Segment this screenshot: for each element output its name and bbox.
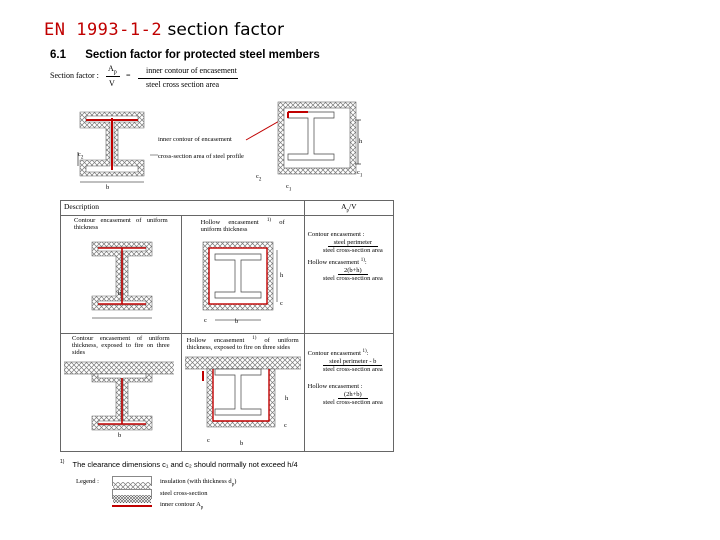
section-number: 6.1 — [50, 49, 66, 61]
title-rest: section factor — [167, 20, 284, 40]
section-title: Section factor for protected steel members — [85, 49, 320, 61]
footnote: $^{1)}$ The clearance dimensions c₁ and c₂ should normally not exceed h/4 — [60, 459, 298, 469]
row1-hollow-fraction: 2(b+h) steel cross-section area — [322, 267, 383, 283]
row1-ratio-cell — [304, 216, 393, 334]
row1-desc-left: Contour encasement of uniform thickness — [74, 217, 168, 231]
formula-equals: = — [126, 71, 131, 80]
row2-contour-label: Contour encasement $^{1)}$: — [307, 349, 369, 358]
section-heading — [50, 49, 320, 61]
row2-dim-h: h — [285, 395, 289, 402]
formula-fraction-bar — [106, 76, 120, 77]
legend-steel: steel cross-section — [160, 490, 208, 497]
top-fig-dim-c2: $c_2$ — [78, 151, 84, 161]
legend-steel-swatch — [112, 489, 152, 499]
row2-desc-left: Contour encasement of uniform thickness, exposed to fire on three sides — [72, 335, 170, 356]
title-code: EN 1993-1-2 — [44, 20, 163, 40]
row2-dim-c2: c — [207, 437, 210, 444]
formula-text-bar — [138, 78, 238, 79]
row2-desc-mid: Hollow encasement $^{1)}$ of uniform thickness, exposed to fire on three sides — [186, 336, 299, 352]
legend-label: Legend : — [76, 478, 99, 485]
callout-cross-section: cross-section area of steel profile — [158, 153, 244, 160]
row2-desc-mid-cell — [181, 334, 304, 452]
row2-hollow-label: Hollow encasement : — [307, 383, 363, 391]
row1-hollow-label: Hollow encasement $^{1)}$: — [307, 258, 367, 267]
row1-dim-c2: c — [204, 317, 207, 324]
top-right-dim-c1-bottom: $c_1$ — [286, 183, 292, 193]
row1-mid-box-figure — [185, 236, 295, 331]
legend-insulation: insulation (with thickness $d_p$) — [160, 478, 237, 488]
row1-desc-mid: Hollow encasement $^{1)}$ of uniform thickness — [200, 218, 285, 234]
row2-left-beam-figure — [64, 360, 174, 440]
top-right-dim-c1: $c_1$ — [357, 169, 363, 179]
legend-contour-swatch — [112, 505, 152, 507]
page-title — [44, 20, 284, 40]
callout-inner-contour: inner contour of encasement — [158, 136, 232, 143]
row2-contour-fraction: steel perimeter - b steel cross-section area — [322, 358, 383, 374]
row1-desc-left-cell — [61, 216, 182, 334]
formula-numerator: $A_p$ — [108, 64, 117, 76]
row2-dim-c1: c — [284, 422, 287, 429]
formula-denominator: V — [109, 79, 115, 88]
table-row — [61, 216, 394, 334]
row1-contour-label: Contour encasement : — [307, 231, 365, 238]
row2-ratio-cell — [304, 334, 393, 452]
row1-left-dim-b: b — [118, 290, 122, 297]
row1-left-beam-figure — [64, 234, 174, 329]
row2-left-dim-b: b — [118, 432, 122, 439]
top-right-box-figure — [268, 100, 358, 184]
top-right-dim-h: h — [359, 138, 363, 145]
row1-desc-mid-cell — [181, 216, 304, 334]
section-factor-table — [60, 200, 394, 452]
legend-contour: inner contour $A_p$ — [160, 501, 204, 511]
formula-numerator-text: inner contour of encasement — [146, 66, 237, 75]
header-ratio: $A_p/V$ — [304, 201, 393, 216]
top-fig-dim-b: b — [106, 184, 110, 191]
row2-hollow-fraction: (2h+b) steel cross-section area — [322, 391, 383, 407]
table-header-row — [61, 201, 394, 216]
row1-dim-b: b — [235, 318, 239, 325]
formula-denominator-text: steel cross section area — [146, 80, 220, 89]
formula-lhs: Section factor : — [50, 71, 99, 80]
top-right-dim-c2: $c_2$ — [256, 173, 262, 183]
row1-dim-c1: c — [280, 300, 283, 307]
header-description: Description — [61, 201, 305, 216]
row2-dim-b: b — [240, 440, 244, 447]
row1-dim-h: h — [280, 272, 284, 279]
row1-contour-fraction: steel perimeter steel cross-section area — [322, 239, 383, 254]
legend-insulation-swatch — [112, 476, 152, 486]
table-row — [61, 334, 394, 452]
